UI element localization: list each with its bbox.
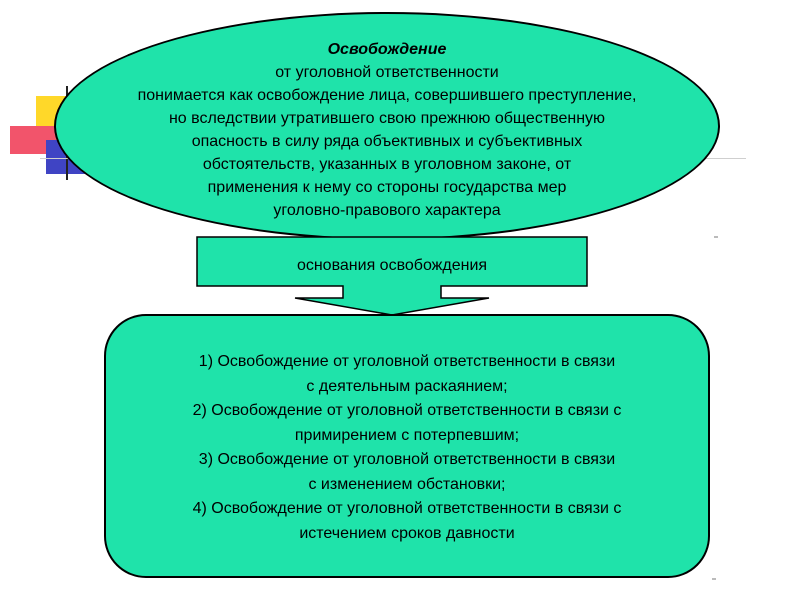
definition-line: но вследствии утратившего свою прежнюю общественную <box>168 110 606 127</box>
grounds-item: с изменением обстановки; <box>308 475 506 493</box>
definition-line: понимается как освобождение лица, совершившего преступление, <box>137 87 637 104</box>
definition-title: Освобождение <box>327 41 447 58</box>
grounds-item: истечением сроков давности <box>299 524 515 542</box>
definition-line: применения к нему со стороны государства мер <box>207 179 567 196</box>
decor-tick <box>712 578 716 580</box>
grounds-label: основания освобождения <box>296 257 488 274</box>
definition-line: обстоятельств, указанных в уголовном законе, от <box>202 156 572 173</box>
grounds-list <box>104 350 710 546</box>
grounds-arrow <box>196 236 588 316</box>
grounds-item: 2) Освобождение от уголовной ответственности в связи с <box>192 402 622 419</box>
grounds-item: примирением с потерпевшим; <box>294 426 520 444</box>
grounds-item: 4) Освобождение от уголовной ответственности в связи с <box>192 500 622 517</box>
decor-tick <box>714 236 718 238</box>
definition-line: от уголовной ответственности <box>275 64 499 81</box>
grounds-item: 1) Освобождение от уголовной ответственности в связи <box>198 353 616 370</box>
definition-line: уголовно-правового характера <box>273 202 501 219</box>
grounds-item: с деятельным раскаянием; <box>306 377 508 395</box>
grounds-item: 3) Освобождение от уголовной ответственности в связи <box>198 451 616 468</box>
definition-text <box>54 38 720 222</box>
definition-line: опасность в силу ряда объективных и субъективных <box>191 133 583 150</box>
